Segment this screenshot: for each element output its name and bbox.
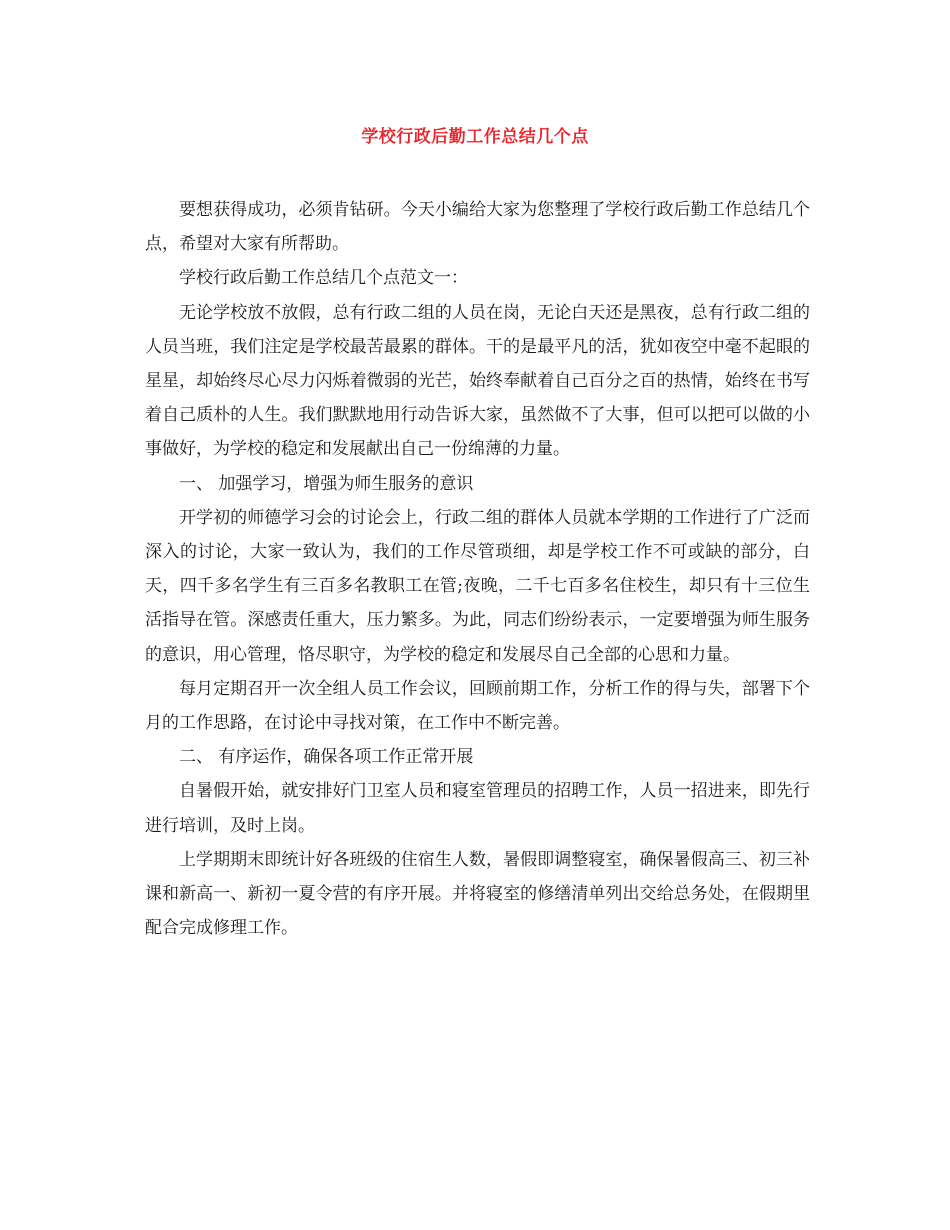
section-heading-2: 二、 有序运作，确保各项工作正常开展 bbox=[179, 747, 474, 768]
body-paragraph: 上学期期末即统计好各班级的住宿生人数，暑假即调整寝室，确保暑假高三、初三补课和新高一、新初一夏令营的有序开展。并将寝室的修缮清单列出交给总务处，在假期里配合完成修理工作。 bbox=[145, 849, 810, 939]
body-paragraph: 自暑假开始，就安排好门卫室人员和寝室管理员的招聘工作，人员一招进来，即先行进行培训，及时上岗。 bbox=[145, 781, 810, 836]
intro-paragraph: 要想获得成功，必须肯钻研。今天小编给大家为您整理了学校行政后勤工作总结几个点，希望对大家有所帮助。 bbox=[145, 200, 810, 255]
body-paragraph: 无论学校放不放假，总有行政二组的人员在岗，无论白天还是黑夜，总有行政二组的人员当班，我们注定是学校最苦最累的群体。干的是最平凡的活，犹如夜空中毫不起眼的星星，却始终尽心尽力闪烁着微弱的光芒，始终奉献着自己百分之百的热情，始终在书写着自己质朴的人生。我们默默地用行动告诉大家，虽然做不了大事，但可以把可以做的小事做好，为学校的稳定和发展献出自己一份绵薄的力量。 bbox=[145, 302, 810, 460]
document-body bbox=[145, 193, 810, 945]
body-paragraph: 开学初的师德学习会的讨论会上，行政二组的群体人员就本学期的工作进行了广泛而深入的讨论，大家一致认为，我们的工作尽管琐细，却是学校工作不可或缺的部分，白天，四千多名学生有三百多名教职工在管;夜晚，二千七百多名住校生，却只有十三位生活指导在管。深感责任重大，压力繁多。为此，同志们纷纷表示，一定要增强为师生服务的意识，用心管理，恪尽职守，为学校的稳定和发展尽自己全部的心思和力量。 bbox=[145, 507, 810, 665]
document-title: 学校行政后勤工作总结几个点 bbox=[361, 127, 589, 147]
sample-heading: 学校行政后勤工作总结几个点范文一： bbox=[179, 268, 468, 289]
body-paragraph: 每月定期召开一次全组人员工作会议，回顾前期工作，分析工作的得与失，部署下个月的工作思路，在讨论中寻找对策，在工作中不断完善。 bbox=[145, 678, 810, 734]
section-heading-1: 一、 加强学习，增强为师生服务的意识 bbox=[179, 473, 474, 494]
